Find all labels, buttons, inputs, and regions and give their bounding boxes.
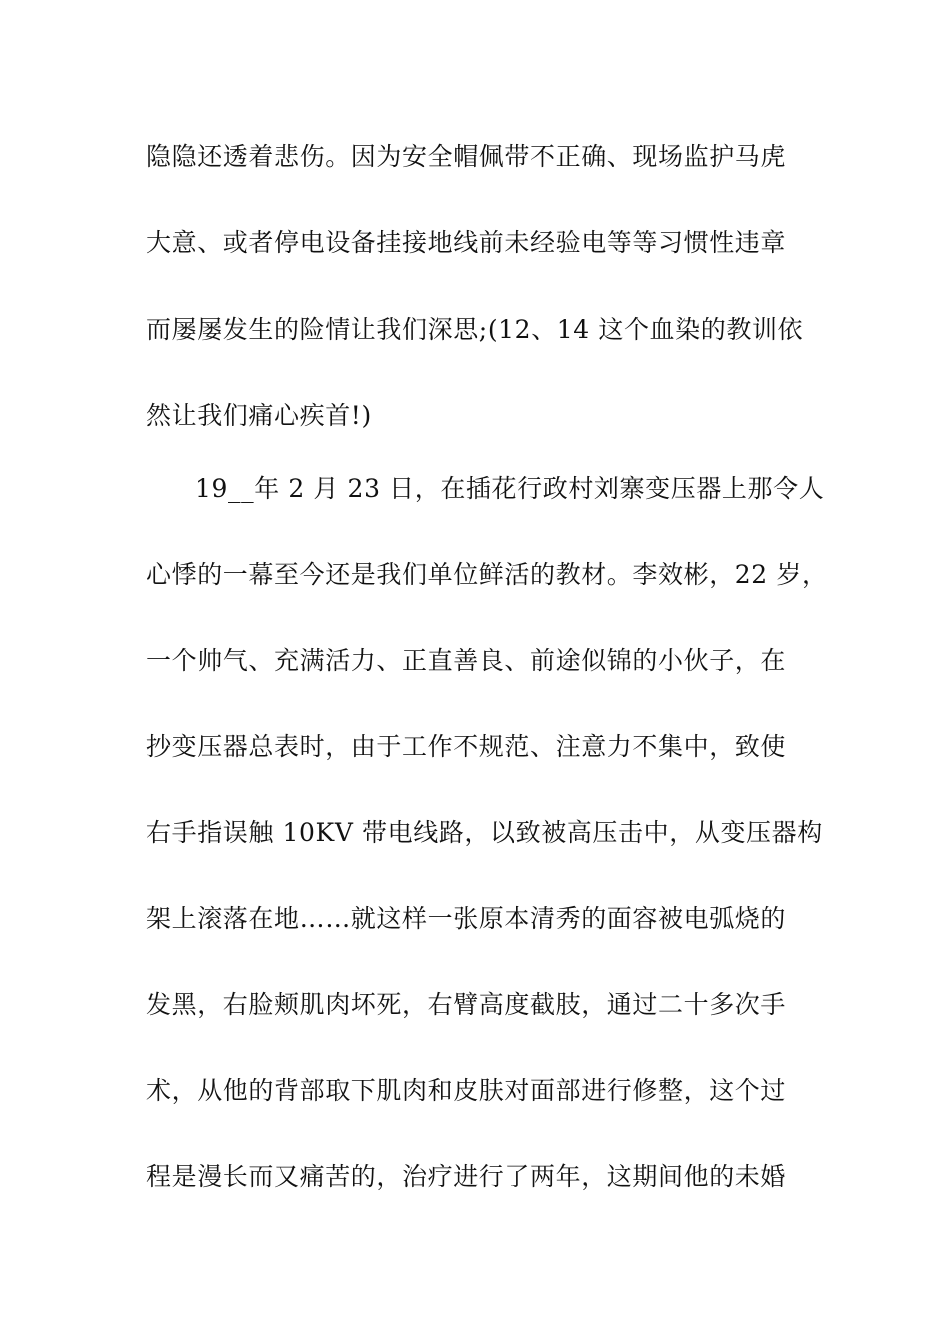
text-line: 右手指误触 10KV 带电线路，以致被高压击中，从变压器构 (146, 818, 823, 847)
text-line: 隐隐还透着悲伤。因为安全帽佩带不正确、现场监护马虎 (146, 142, 787, 171)
text-line: 然让我们痛心疾首!) (146, 401, 372, 430)
text-line: 发黑，右脸颊肌肉坏死，右臂高度截肢，通过二十多次手 (146, 990, 787, 1019)
text-line: 术，从他的背部取下肌肉和皮肤对面部进行修整，这个过 (146, 1076, 787, 1105)
text-line: 而屡屡发生的险情让我们深思;(12、14 这个血染的教训依 (146, 315, 804, 344)
text-line: 抄变压器总表时，由于工作不规范、注意力不集中，致使 (146, 732, 787, 761)
text-line: 19__年 2 月 23 日，在插花行政村刘寨变压器上那令人 (195, 474, 825, 503)
text-line: 一个帅气、充满活力、正直善良、前途似锦的小伙子，在 (146, 646, 787, 675)
text-line: 程是漫长而又痛苦的，治疗进行了两年，这期间他的未婚 (146, 1162, 787, 1191)
text-line: 架上滚落在地……就这样一张原本清秀的面容被电弧烧的 (146, 904, 787, 933)
text-line: 心悸的一幕至今还是我们单位鲜活的教材。李效彬，22 岁， (146, 560, 828, 589)
text-line: 大意、或者停电设备挂接地线前未经验电等等习惯性违章 (146, 228, 787, 257)
